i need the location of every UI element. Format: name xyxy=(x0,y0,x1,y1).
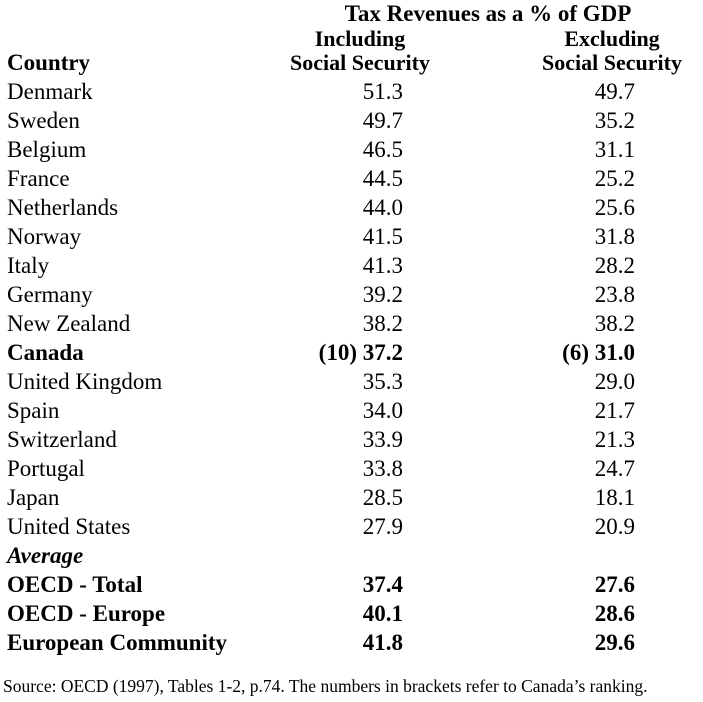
country-cell: Portugal xyxy=(7,456,85,481)
including-value-cell: 41.8 xyxy=(362,630,403,655)
excluding-value-cell: 27.6 xyxy=(594,572,635,597)
country-cell: Germany xyxy=(7,282,93,307)
source-note: Source: OECD (1997), Tables 1-2, p.74. The numbers in brackets refer to Canada’s ranking. xyxy=(3,676,648,696)
including-value-cell: 51.3 xyxy=(362,79,403,104)
column-header-including xyxy=(280,27,440,75)
table-row xyxy=(0,570,703,599)
table-row xyxy=(0,164,703,193)
country-cell: Switzerland xyxy=(7,427,117,452)
excluding-value-cell: 28.6 xyxy=(594,601,635,626)
table-row xyxy=(0,367,703,396)
excluding-value-cell: 38.2 xyxy=(594,311,635,336)
table-title: Tax Revenues as a % of GDP xyxy=(344,1,632,26)
country-cell: Norway xyxy=(7,224,82,249)
table-row xyxy=(0,338,703,367)
country-cell: OECD - Europe xyxy=(7,601,166,626)
country-cell: New Zealand xyxy=(7,311,131,336)
excluding-value-cell: 31.8 xyxy=(594,224,635,249)
country-cell: Italy xyxy=(7,253,50,278)
excluding-value-cell: 25.6 xyxy=(594,195,635,220)
country-cell: Average xyxy=(7,543,84,568)
table-row xyxy=(0,454,703,483)
including-value-cell: 27.9 xyxy=(362,514,403,539)
table-row xyxy=(0,106,703,135)
excluding-value-cell: 24.7 xyxy=(594,456,635,481)
including-value-cell: 38.2 xyxy=(362,311,403,336)
excluding-value-cell: 29.6 xyxy=(594,630,635,655)
table-row xyxy=(0,280,703,309)
column-header-including-line1: Including xyxy=(314,26,406,51)
excluding-value-cell: 21.7 xyxy=(594,398,635,423)
including-value-cell: 44.5 xyxy=(362,166,403,191)
excluding-value-cell: 31.1 xyxy=(594,137,635,162)
excluding-value-cell: 21.3 xyxy=(594,427,635,452)
excluding-value-cell: (6) 31.0 xyxy=(562,340,635,365)
including-value-cell: 41.3 xyxy=(362,253,403,278)
country-cell: Sweden xyxy=(7,108,80,133)
country-cell: OECD - Total xyxy=(7,572,143,597)
country-cell: Spain xyxy=(7,398,60,423)
including-value-cell: 35.3 xyxy=(362,369,403,394)
country-cell: France xyxy=(7,166,70,191)
country-cell: Canada xyxy=(7,340,84,365)
excluding-value-cell: 49.7 xyxy=(594,79,635,104)
table-row xyxy=(0,222,703,251)
table-row xyxy=(0,309,703,338)
including-value-cell: (10) 37.2 xyxy=(318,340,403,365)
column-header-excluding xyxy=(532,27,692,75)
including-value-cell: 39.2 xyxy=(362,282,403,307)
country-cell: United Kingdom xyxy=(7,369,163,394)
table-row xyxy=(0,193,703,222)
country-cell: United States xyxy=(7,514,131,539)
column-header-excluding-line1: Excluding xyxy=(564,26,660,51)
table-row xyxy=(0,599,703,628)
excluding-value-cell: 18.1 xyxy=(594,485,635,510)
column-header-excluding-line2: Social Security xyxy=(542,50,682,75)
table-row xyxy=(0,512,703,541)
excluding-value-cell: 29.0 xyxy=(594,369,635,394)
country-cell: Denmark xyxy=(7,79,93,104)
table-row xyxy=(0,77,703,106)
including-value-cell: 40.1 xyxy=(362,601,403,626)
table-row xyxy=(0,425,703,454)
column-header-including-line2: Social Security xyxy=(290,50,430,75)
table-row xyxy=(0,628,703,657)
excluding-value-cell: 35.2 xyxy=(594,108,635,133)
table-row xyxy=(0,541,703,570)
table-rows xyxy=(0,77,703,657)
including-value-cell: 46.5 xyxy=(362,137,403,162)
including-value-cell: 34.0 xyxy=(362,398,403,423)
table-row xyxy=(0,483,703,512)
country-cell: Netherlands xyxy=(7,195,119,220)
table-row xyxy=(0,251,703,280)
excluding-value-cell: 20.9 xyxy=(594,514,635,539)
country-cell: Japan xyxy=(7,485,60,510)
country-cell: European Community xyxy=(7,630,228,655)
including-value-cell: 28.5 xyxy=(362,485,403,510)
including-value-cell: 44.0 xyxy=(362,195,403,220)
table-row xyxy=(0,396,703,425)
excluding-value-cell: 28.2 xyxy=(594,253,635,278)
including-value-cell: 33.9 xyxy=(362,427,403,452)
including-value-cell: 41.5 xyxy=(362,224,403,249)
excluding-value-cell: 25.2 xyxy=(594,166,635,191)
country-cell: Belgium xyxy=(7,137,87,162)
including-value-cell: 33.8 xyxy=(362,456,403,481)
column-header-country: Country xyxy=(7,50,91,75)
excluding-value-cell: 23.8 xyxy=(594,282,635,307)
including-value-cell: 49.7 xyxy=(362,108,403,133)
table-row xyxy=(0,135,703,164)
including-value-cell: 37.4 xyxy=(362,572,403,597)
